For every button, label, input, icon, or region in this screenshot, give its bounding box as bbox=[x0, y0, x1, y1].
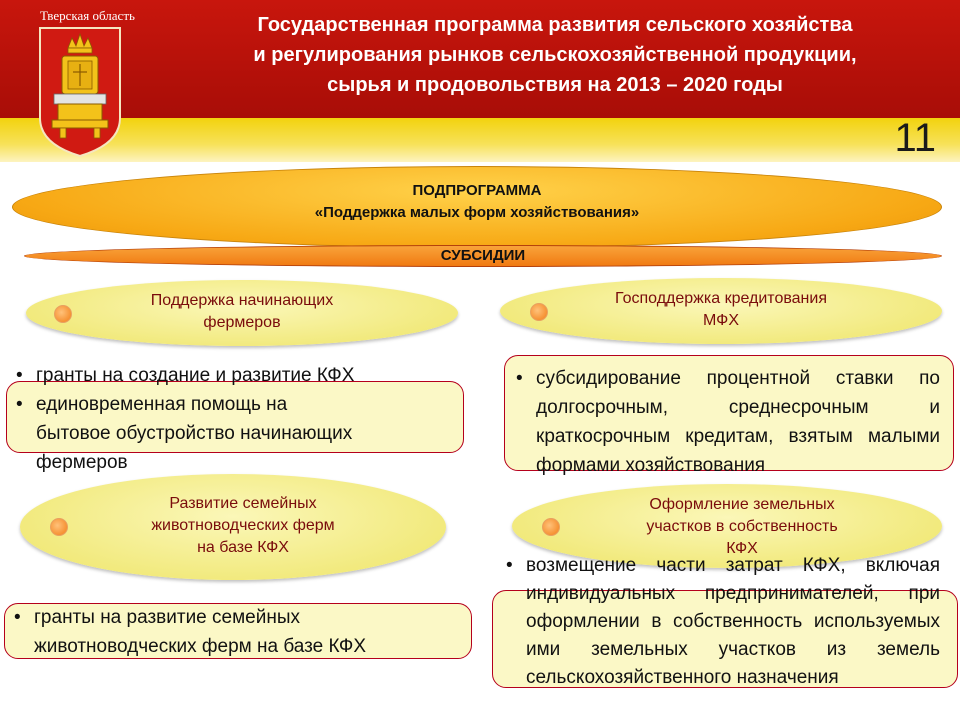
title-line: сырья и продовольствия на 2013 – 2020 годы bbox=[327, 74, 783, 96]
pill-title-line: животноводческих ферм bbox=[151, 517, 335, 534]
title-line: Государственная программа развития сельского хозяйства bbox=[257, 14, 853, 36]
subprogram-ellipse bbox=[12, 166, 942, 248]
subprogram-name: «Поддержка малых форм хозяйствования» bbox=[314, 204, 640, 221]
bullet-list-credit-support bbox=[514, 364, 940, 480]
list-item: • возмещение части затрат КФХ, включая индивидуальных предпринимателей, при оформлении в собственность используемых ими земельных участков из земель сельскохозяйственного назначения bbox=[504, 552, 940, 692]
list-item: • единовременная помощь на бытовое обустройство начинающих фермеров bbox=[14, 390, 360, 477]
orange-dot-icon bbox=[542, 518, 560, 536]
bullet-list-land-registration bbox=[504, 552, 940, 692]
tver-coat-of-arms-icon bbox=[38, 26, 122, 158]
section-pill-family-farms bbox=[20, 474, 446, 580]
title-line: и регулирования рынков сельскохозяйственной продукции, bbox=[253, 44, 857, 66]
list-item: • гранты на создание и развитие КФХ bbox=[14, 361, 360, 390]
pill-title-line: Поддержка начинающих bbox=[150, 292, 334, 309]
section-pill-credit-support bbox=[500, 278, 942, 344]
pill-title-line: на базе КФХ bbox=[197, 539, 289, 556]
subsidies-bar: СУБСИДИИ bbox=[24, 245, 942, 267]
page-number: 11 bbox=[894, 116, 936, 160]
list-item: • гранты на развитие семейных животноводческих ферм на базе КФХ bbox=[12, 603, 458, 661]
pill-title-line: участков в собственность bbox=[646, 518, 838, 535]
orange-dot-icon bbox=[530, 303, 548, 321]
pill-title-line: фермеров bbox=[203, 314, 281, 331]
pill-title-line: Оформление земельных bbox=[649, 496, 835, 513]
header-yellow-band bbox=[0, 118, 960, 162]
bullet-list-beginning-farmers bbox=[14, 361, 360, 477]
section-pill-beginning-farmers bbox=[26, 280, 458, 346]
region-label: Тверская область bbox=[40, 8, 135, 23]
pill-title-line: Господдержка кредитования bbox=[615, 290, 827, 307]
page-title bbox=[175, 10, 935, 100]
pill-title-line: КФХ bbox=[726, 540, 758, 557]
list-item: • субсидирование процентной ставки по долгосрочным, среднесрочным и краткосрочным кредитам, взятым малыми формами хозяйствования bbox=[514, 364, 940, 480]
orange-dot-icon bbox=[50, 518, 68, 536]
bullet-list-family-farms bbox=[12, 603, 458, 661]
pill-title-line: МФХ bbox=[703, 312, 739, 329]
subprogram-label: ПОДПРОГРАММА bbox=[412, 182, 542, 199]
orange-dot-icon bbox=[54, 305, 72, 323]
pill-title-line: Развитие семейных bbox=[169, 495, 317, 512]
